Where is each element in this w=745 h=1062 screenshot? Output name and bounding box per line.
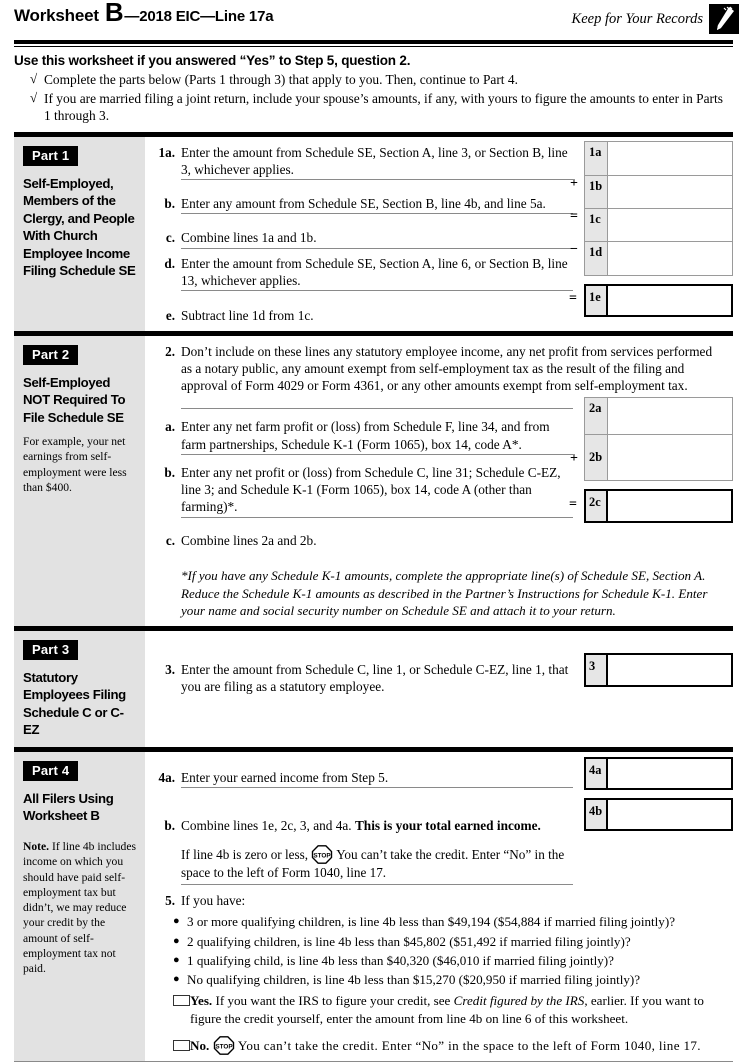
amount-value-1d[interactable]: [608, 242, 732, 275]
part-2-section: [14, 336, 733, 626]
amount-value-1b[interactable]: [608, 176, 732, 208]
line-2c-label: c.: [165, 532, 175, 548]
part-1-sidebar: [14, 137, 145, 331]
amount-value-2c[interactable]: [608, 491, 731, 521]
amount-row-3: [584, 653, 733, 687]
part-1-heading: Self-Employed, Members of the Clergy, and People With Church Employee Income Filing Schedule SE: [23, 175, 136, 279]
line-4b: [155, 817, 573, 834]
line-4b-bold-text: This is your total earned income.: [354, 818, 541, 834]
check-mark-icon: √: [30, 70, 38, 86]
yes-label: Yes.: [190, 993, 213, 1009]
pencil-records-icon: [709, 4, 739, 34]
line-2-label: 2.: [165, 343, 175, 359]
part-2-body: [145, 336, 733, 626]
no-checkbox[interactable]: [173, 1040, 190, 1051]
stop-line-4b: [181, 845, 573, 885]
amount-row-1c: [570, 208, 732, 242]
part-4-section: [14, 752, 733, 1061]
amount-row-1e: [584, 284, 733, 317]
bullet-icon: ●: [173, 915, 180, 928]
yes-text-b: , earlier. If you want to figure the credit yourself, enter the amount from line 4b on line 6 of this worksheet.: [190, 993, 704, 1026]
line-3-label: 3.: [165, 661, 175, 677]
amount-row-2b: [570, 435, 732, 480]
line-1b-label: b.: [164, 196, 175, 212]
amount-row-4b: [584, 798, 733, 831]
no-option-text: [190, 1036, 701, 1055]
page-header: [0, 0, 745, 38]
amount-value-4a[interactable]: [608, 759, 731, 788]
part-4-heading: All Filers Using Worksheet B: [23, 790, 114, 824]
list-item: [173, 971, 733, 988]
part-4-note-text: If line 4b includes income on which you should have paid self-employment tax but didn’t, we may reduce your credit by the amount of self-employment tax not paid.: [23, 839, 137, 976]
title-letter: B: [104, 0, 124, 27]
part-4-body: [145, 752, 733, 1061]
line-2a: [155, 418, 573, 455]
intro-bullet: [30, 71, 731, 88]
part-2-badge: Part 2: [23, 345, 78, 365]
part-3-heading: Statutory Employees Filing Schedule C or C-EZ: [23, 669, 126, 738]
amount-key-2c: 2c: [586, 491, 608, 521]
part-2-sidebar-note: For example, your net earnings from self-employment were less than $400.: [23, 435, 127, 495]
line-1c-label: c.: [165, 230, 175, 246]
operator-1d: −: [570, 241, 578, 257]
yes-text-a: If you want the IRS to figure your credit, see: [215, 993, 454, 1009]
line-2a-label: a.: [165, 419, 175, 435]
yes-checkbox[interactable]: [173, 995, 190, 1006]
bullet-text: 2 qualifying children, is line 4b less than $45,802 ($51,492 if married filing jointly)?: [187, 933, 631, 949]
operator-1c: =: [570, 208, 578, 224]
amount-key-1e: 1e: [586, 286, 608, 315]
title-rest: —2018 EIC—Line 17a: [124, 8, 274, 25]
amount-key-2a: 2a: [585, 398, 608, 434]
line-2c-text: Combine lines 2a and 2b.: [181, 532, 317, 548]
amount-row-1b: [570, 175, 732, 209]
line-2-text: Don’t include on these lines any statutory employee income, any net profit from services performed as a notary public, any amount exempt from self-employment tax as the result of the filing and approval of Form 4029 or Form 4361, or any other amounts exempt from self-employment tax.: [181, 343, 713, 394]
list-item: [173, 933, 733, 950]
amount-value-1e[interactable]: [608, 286, 731, 315]
part-2-divider-rule: [181, 408, 573, 409]
no-text: You can’t take the credit. Enter “No” in the space to the left of Form 1040, line 17.: [237, 1037, 701, 1053]
intro-bullet-text: If you are married filing a joint return, include your spouse’s amounts, if any, with yours to figure the amounts to enter in Parts 1 through 3.: [44, 90, 723, 123]
check-mark-icon: √: [30, 89, 38, 105]
stop-sign-icon: [311, 845, 333, 864]
line-1d-label: d.: [164, 255, 175, 271]
no-option-row[interactable]: [173, 1036, 733, 1055]
part-3-amount-boxes: [584, 653, 733, 687]
line-2b: [155, 464, 573, 518]
part-4-note-label: Note.: [23, 839, 50, 853]
part-2-amount-boxes: [569, 397, 733, 523]
operator-1b: +: [570, 175, 578, 191]
operator-2b: +: [570, 450, 578, 466]
line-3-text: Enter the amount from Schedule C, line 1, or Schedule C-EZ, line 1, that you are filing as a statutory employee.: [181, 661, 569, 694]
amount-value-3[interactable]: [608, 655, 731, 685]
part-4-badge: Part 4: [23, 761, 78, 781]
amount-value-1a[interactable]: [608, 142, 732, 175]
line-4b-text-wrap: [181, 817, 573, 834]
line-5-text: If you have:: [181, 892, 246, 908]
intro-block: [0, 47, 745, 124]
line-1d-text: Enter the amount from Schedule SE, Section A, line 6, or Section B, line 13, whichever applies.: [181, 255, 573, 292]
line-2c: [155, 532, 573, 549]
part-2-footnote: *If you have any Schedule K-1 amounts, complete the appropriate line(s) of Schedule SE, Section A. Reduce the Schedule K-1 amounts as described in the Partner’s Instructions for Schedule K-1. Enter your name and social security number on Schedule SE and attach it to your return.: [181, 568, 708, 619]
part-1-section: [14, 137, 733, 331]
amount-row-2c: [584, 489, 733, 523]
part-4-sidebar: [14, 752, 145, 1061]
line-1c-text: Combine lines 1a and 1b.: [181, 229, 573, 248]
part-3-section: [14, 631, 733, 747]
part-1-body: [145, 137, 733, 331]
stop-line-before: If line 4b is zero or less,: [181, 847, 309, 863]
svg-text:STOP: STOP: [214, 1043, 233, 1051]
page-title: [14, 0, 274, 27]
bullet-text: 3 or more qualifying children, is line 4b less than $49,194 ($54,884 if married filing jointly)?: [187, 914, 676, 930]
title-worksheet-word: Worksheet: [14, 6, 99, 25]
part-1-box-grid: [570, 141, 733, 276]
part-3-body: [145, 631, 733, 747]
bullet-icon: ●: [173, 953, 180, 966]
amount-value-1c[interactable]: [608, 209, 732, 241]
amount-row-4a: [584, 757, 733, 790]
part-2-box-grid: [570, 397, 733, 481]
line-1e-label: e.: [165, 308, 175, 324]
amount-key-3: 3: [586, 655, 608, 685]
amount-key-1c: 1c: [585, 209, 608, 241]
bullet-icon: ●: [173, 973, 180, 986]
amount-key-1a: 1a: [585, 142, 608, 175]
line-1a-label: 1a.: [158, 144, 175, 160]
yes-option-text: [190, 992, 733, 1027]
line-2a-text: Enter any net farm profit or (loss) from Schedule F, line 34, and from farm partnerships, Schedule K-1 (Form 1065), box 14, code A*.: [181, 418, 573, 455]
part-1-badge: Part 1: [23, 146, 78, 166]
line-4b-text: Combine lines 1e, 2c, 3, and 4a.: [181, 818, 355, 834]
amount-key-4b: 4b: [586, 800, 608, 829]
amount-row-1a: [585, 142, 732, 176]
line-1b: [155, 195, 573, 214]
line-4a-text: Enter your earned income from Step 5.: [181, 769, 573, 788]
line-1b-text: Enter any amount from Schedule SE, Section B, line 4b, and line 5a.: [181, 195, 573, 214]
amount-row-2a: [585, 398, 732, 435]
line-2b-text: Enter any net profit or (loss) from Schedule C, line 31; Schedule C-EZ, line 3; and Schedule K-1 (Form 1065), box 14, code A (other than farming)*.: [181, 464, 573, 518]
line-1e-text: Subtract line 1d from 1c.: [181, 308, 314, 324]
amount-row-1d: [570, 241, 732, 275]
amount-key-1d: 1d: [585, 242, 608, 275]
line-4a: [155, 769, 573, 788]
header-rule-thick: [14, 40, 733, 44]
stop-sign-icon: [213, 1036, 235, 1055]
operator-1e: =: [569, 290, 577, 306]
line-2b-label: b.: [164, 464, 175, 480]
keep-for-records-note: Keep for Your Records: [571, 11, 703, 27]
line-4a-label: 4a.: [158, 769, 175, 785]
amount-key-2b: 2b: [585, 435, 608, 480]
part-4-sidebar-note: [23, 839, 137, 977]
list-item: [173, 952, 733, 969]
line-1a-text: Enter the amount from Schedule SE, Section A, line 3, or Section B, line 3, whichever applies.: [181, 144, 573, 181]
bullet-icon: ●: [173, 934, 180, 947]
intro-bullet-text: Complete the parts below (Parts 1 through 3) that apply to you. Then, continue to Part 4.: [44, 71, 518, 87]
line-1a: [155, 144, 573, 181]
line-1c: [155, 229, 573, 248]
intro-heading: Use this worksheet if you answered “Yes” to Step 5, question 2.: [14, 52, 411, 68]
part-3-sidebar: [14, 631, 145, 747]
part-2-heading: Self-Employed NOT Required To File Schedule SE: [23, 374, 126, 425]
line-2-intro: [155, 343, 723, 395]
no-label: No.: [190, 1037, 210, 1053]
line-4b-label: b.: [164, 818, 175, 834]
list-item: [173, 913, 733, 930]
part-1-amount-boxes: [569, 141, 733, 317]
part-2-sidebar: [14, 336, 145, 626]
bullet-text: No qualifying children, is line 4b less than $15,270 ($20,950 if married filing jointly)?: [187, 972, 641, 988]
amount-value-2b[interactable]: [608, 435, 732, 480]
line-1d: [155, 255, 573, 292]
bullet-text: 1 qualifying child, is line 4b less than $40,320 ($46,010 if married filing jointly)?: [187, 952, 614, 968]
yes-italic: Credit figured by the IRS: [453, 993, 585, 1009]
line-1e: [155, 307, 573, 324]
amount-key-4a: 4a: [586, 759, 608, 788]
line-5-label: 5.: [165, 892, 175, 908]
yes-option-row[interactable]: [173, 992, 733, 1027]
line-5: [155, 892, 733, 909]
part-4-amount-boxes: [584, 757, 733, 831]
intro-bullet: [30, 90, 731, 124]
amount-key-1b: 1b: [585, 176, 608, 208]
part-3-badge: Part 3: [23, 640, 78, 660]
line-3: [155, 661, 573, 696]
svg-text:STOP: STOP: [313, 852, 331, 860]
amount-value-2a[interactable]: [608, 398, 732, 434]
amount-value-4b[interactable]: [608, 800, 731, 829]
stop-line-after: You can’t take the credit. Enter “No” in the space to the left of Form 1040, line 17.: [181, 847, 565, 881]
operator-2c: =: [569, 496, 577, 512]
